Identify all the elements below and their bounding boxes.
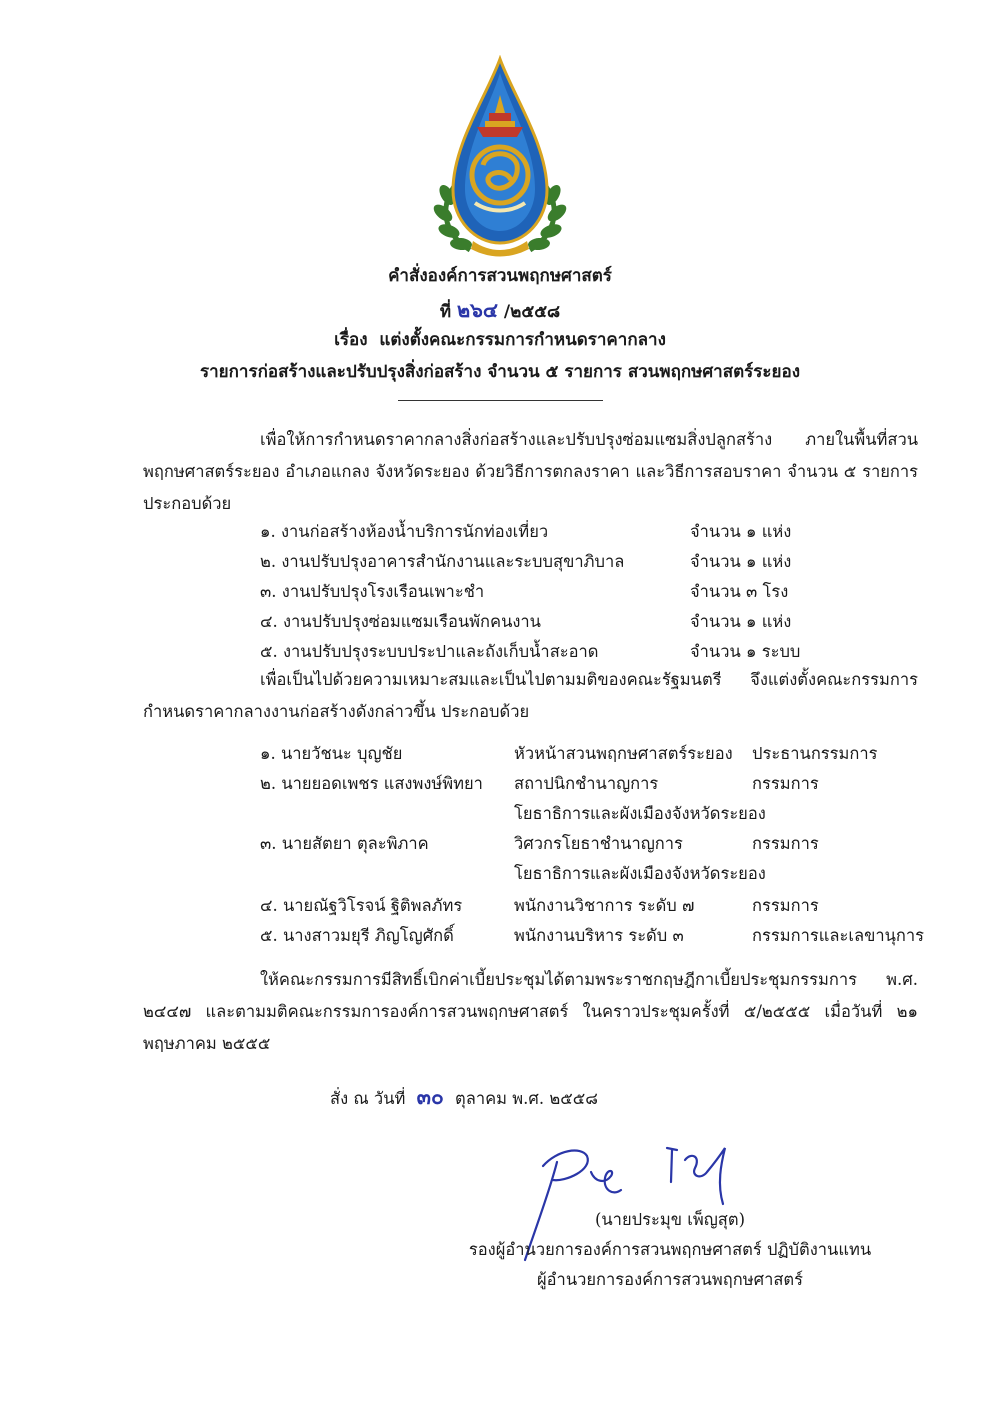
signer-position-2: ผู้อำนวยการองค์การสวนพฤกษศาสตร์ [536, 1270, 804, 1289]
member-role: กรรมการ [752, 834, 819, 853]
botanical-garden-emblem-icon [425, 55, 575, 260]
member-name: ๔. นายณัฐวิโรจน์ ฐิติพลภัทร [260, 896, 463, 915]
member-name: ๑. นายวัชนะ บุญชัย [260, 744, 403, 763]
order-title: คำสั่งองค์การสวนพฤกษศาสตร์ [388, 266, 612, 286]
list-item [260, 549, 792, 575]
order-subject [0, 326, 1000, 353]
committee-intro-text: เพื่อเป็นไปด้วยความเหมาะสมและเป็นไปตามมติของคณะรัฐมนตรี จึงแต่งตั้งคณะกรรมการกำหนดราคากลางงานก่อสร้างดังกล่าวขึ้น ประกอบด้วย [143, 670, 918, 721]
item-label: ๓. งานปรับปรุงโรงเรือนเพาะชำ [260, 582, 485, 601]
item-qty: จำนวน ๓ โรง [690, 582, 789, 601]
order-number-prefix: ที่ [439, 302, 452, 322]
member-position: พนักงานวิชาการ ระดับ ๗ [514, 896, 695, 915]
item-qty: จำนวน ๑ แห่ง [690, 552, 792, 571]
member-role: กรรมการ [752, 896, 819, 915]
order-date [330, 1081, 598, 1114]
committee-intro-paragraph [143, 664, 918, 728]
member-position-line-2: โยธาธิการและผังเมืองจังหวัดระยอง [514, 804, 766, 823]
item-label: ๕. งานปรับปรุงระบบประปาและถังเก็บน้ำสะอาด [260, 642, 599, 661]
member-name: ๓. นายสัตยา ตุละพิภาค [260, 834, 429, 853]
list-item [260, 639, 801, 665]
item-label: ๑. งานก่อสร้างห้องน้ำบริการนักท่องเที่ยว [260, 522, 549, 541]
list-item [260, 609, 792, 635]
intro-paragraph [143, 424, 918, 520]
order-number [0, 294, 1000, 326]
subject-line-2: รายการก่อสร้างและปรับปรุงสิ่งก่อสร้าง จำนวน ๕ รายการ สวนพฤกษศาสตร์ระยอง [199, 362, 801, 382]
member-role: ประธานกรรมการ [752, 744, 878, 763]
subject-line-1: แต่งตั้งคณะกรรมการกำหนดราคากลาง [379, 330, 666, 350]
signer-name: (นายประมุข เพ็ญสุต) [594, 1210, 746, 1229]
intro-text: เพื่อให้การกำหนดราคากลางสิ่งก่อสร้างและปรับปรุงซ่อมแซมสิ่งปลูกสร้าง ภายในพื้นที่สวนพฤกษศาสตร์ระยอง อำเภอแกลง จังหวัดระยอง ด้วยวิธีการตกลงราคา และวิธีการสอบราคา จำนวน ๕ รายการ ประกอบด้วย [143, 430, 918, 513]
list-item [260, 519, 792, 545]
date-suffix: ตุลาคม พ.ศ. ๒๕๕๘ [455, 1089, 598, 1108]
order-number-suffix: /๒๕๕๘ [503, 302, 561, 322]
member-position: วิศวกรโยธาชำนาญการ [514, 834, 683, 853]
member-position: สถาปนิกชำนาญการ [514, 774, 659, 793]
member-name: ๒. นายยอดเพชร แสงพงษ์พิทยา [260, 774, 483, 793]
member-role: กรรมการ [752, 774, 819, 793]
date-day-handwritten: ๓๐ [416, 1085, 444, 1109]
item-qty: จำนวน ๑ แห่ง [690, 612, 792, 631]
member-role: กรรมการและเลขานุการ [752, 926, 925, 945]
member-position: พนักงานบริหาร ระดับ ๓ [514, 926, 684, 945]
item-qty: จำนวน ๑ ระบบ [690, 642, 801, 661]
item-qty: จำนวน ๑ แห่ง [690, 522, 792, 541]
authority-paragraph [143, 964, 918, 1060]
signer-position-1: รองผู้อำนวยการองค์การสวนพฤกษศาสตร์ ปฏิบัติงานแทน [468, 1240, 872, 1259]
date-prefix: สั่ง ณ วันที่ [330, 1089, 406, 1108]
item-label: ๒. งานปรับปรุงอาคารสำนักงานและระบบสุขาภิบาล [260, 552, 625, 571]
order-number-handwritten: ๒๖๔ [456, 298, 498, 322]
member-position-line-2: โยธาธิการและผังเมืองจังหวัดระยอง [514, 864, 766, 883]
subject-label: เรื่อง [334, 330, 368, 350]
header-divider [398, 400, 603, 401]
member-name: ๕. นางสาวมยุรี ภิญโญศักดิ์ [260, 926, 454, 945]
item-label: ๔. งานปรับปรุงซ่อมแซมเรือนพักคนงาน [260, 612, 541, 631]
member-position: หัวหน้าสวนพฤกษศาสตร์ระยอง [514, 744, 733, 763]
authority-text: ให้คณะกรรมการมีสิทธิ์เบิกค่าเบี้ยประชุมได้ตามพระราชกฤษฎีกาเบี้ยประชุมกรรมการ พ.ศ. ๒๔๔๗ และตามมติคณะกรรมการองค์การสวนพฤกษศาสตร์ ในคราวประชุมครั้งที่ ๕/๒๕๕๕ เมื่อวันที่ ๒๑ พฤษภาคม ๒๕๕๕ [143, 970, 918, 1053]
list-item [260, 579, 789, 605]
